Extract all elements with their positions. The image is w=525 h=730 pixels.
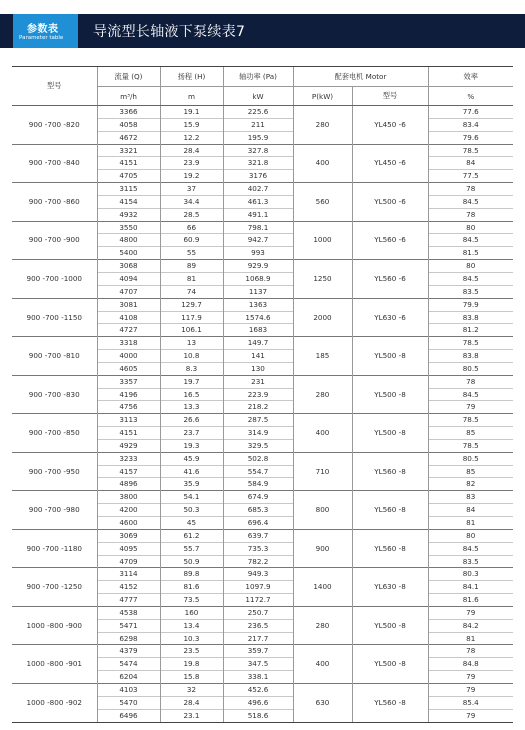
head-cell: 129.7 xyxy=(160,298,223,311)
head-cell: 19.7 xyxy=(160,375,223,388)
efficiency-cell: 78.5 xyxy=(428,144,513,157)
efficiency-cell: 84.5 xyxy=(428,234,513,247)
flow-cell: 4538 xyxy=(97,606,160,619)
motor-power-cell: 2000 xyxy=(293,298,352,337)
flow-cell: 3321 xyxy=(97,144,160,157)
flow-cell: 6204 xyxy=(97,671,160,684)
motor-power-cell: 1400 xyxy=(293,568,352,607)
unit-power: kW xyxy=(223,87,293,106)
power-cell: 231 xyxy=(223,375,293,388)
efficiency-cell: 79.9 xyxy=(428,298,513,311)
power-cell: 518.6 xyxy=(223,709,293,722)
parameter-table-badge xyxy=(13,14,78,48)
table-row xyxy=(12,414,513,427)
head-cell: 81 xyxy=(160,272,223,285)
power-cell: 942.7 xyxy=(223,234,293,247)
head-cell: 117.9 xyxy=(160,311,223,324)
head-cell: 28.4 xyxy=(160,144,223,157)
power-cell: 1068.9 xyxy=(223,272,293,285)
motor-model-cell: YL500 -8 xyxy=(352,414,428,453)
power-cell: 250.7 xyxy=(223,606,293,619)
flow-cell: 4094 xyxy=(97,272,160,285)
head-cell: 26.6 xyxy=(160,414,223,427)
efficiency-cell: 83.8 xyxy=(428,311,513,324)
efficiency-cell: 84.5 xyxy=(428,272,513,285)
head-cell: 23.7 xyxy=(160,427,223,440)
efficiency-cell: 83 xyxy=(428,491,513,504)
motor-power-cell: 1250 xyxy=(293,260,352,299)
power-cell: 217.7 xyxy=(223,632,293,645)
power-cell: 1574.6 xyxy=(223,311,293,324)
efficiency-cell: 81 xyxy=(428,632,513,645)
flow-cell: 3550 xyxy=(97,221,160,234)
unit-flow: m³/h xyxy=(97,87,160,106)
motor-power-cell: 280 xyxy=(293,106,352,145)
flow-cell: 4058 xyxy=(97,118,160,131)
power-cell: 195.9 xyxy=(223,131,293,144)
head-cell: 45.9 xyxy=(160,452,223,465)
flow-cell: 3068 xyxy=(97,260,160,273)
table-row xyxy=(12,260,513,273)
table-row xyxy=(12,221,513,234)
power-cell: 949.3 xyxy=(223,568,293,581)
head-cell: 23.9 xyxy=(160,157,223,170)
efficiency-cell: 85 xyxy=(428,465,513,478)
efficiency-cell: 79 xyxy=(428,683,513,696)
motor-model-cell: YL560 -6 xyxy=(352,260,428,299)
badge-label-cn: 参数表 xyxy=(27,24,59,35)
head-cell: 50.3 xyxy=(160,504,223,517)
flow-cell: 4929 xyxy=(97,439,160,452)
head-cell: 15.8 xyxy=(160,671,223,684)
table-row xyxy=(12,645,513,658)
head-cell: 13.4 xyxy=(160,619,223,632)
efficiency-cell: 80.3 xyxy=(428,568,513,581)
table-row xyxy=(12,491,513,504)
header-motor: 配套电机 Motor xyxy=(293,67,428,87)
head-cell: 160 xyxy=(160,606,223,619)
flow-cell: 4108 xyxy=(97,311,160,324)
motor-power-cell: 400 xyxy=(293,645,352,684)
head-cell: 45 xyxy=(160,517,223,530)
efficiency-cell: 84.5 xyxy=(428,542,513,555)
head-cell: 10.8 xyxy=(160,350,223,363)
flow-cell: 4777 xyxy=(97,594,160,607)
flow-cell: 4200 xyxy=(97,504,160,517)
flow-cell: 4000 xyxy=(97,350,160,363)
flow-cell: 3318 xyxy=(97,337,160,350)
flow-cell: 4672 xyxy=(97,131,160,144)
head-cell: 34.4 xyxy=(160,195,223,208)
efficiency-cell: 78 xyxy=(428,208,513,221)
model-cell: 900 -700 -1150 xyxy=(12,298,97,337)
model-cell: 900 -700 -1000 xyxy=(12,260,97,299)
table-row xyxy=(12,375,513,388)
table-row xyxy=(12,298,513,311)
power-cell: 314.9 xyxy=(223,427,293,440)
flow-cell: 3081 xyxy=(97,298,160,311)
power-cell: 1172.7 xyxy=(223,594,293,607)
efficiency-cell: 80 xyxy=(428,221,513,234)
head-cell: 13.3 xyxy=(160,401,223,414)
head-cell: 15.9 xyxy=(160,118,223,131)
power-cell: 329.5 xyxy=(223,439,293,452)
head-cell: 12.2 xyxy=(160,131,223,144)
power-cell: 327.8 xyxy=(223,144,293,157)
efficiency-cell: 83.4 xyxy=(428,118,513,131)
table-row xyxy=(12,144,513,157)
page-header xyxy=(0,14,525,48)
motor-power-cell: 900 xyxy=(293,529,352,568)
flow-cell: 4605 xyxy=(97,362,160,375)
unit-head: m xyxy=(160,87,223,106)
table-row xyxy=(12,529,513,542)
efficiency-cell: 84.5 xyxy=(428,195,513,208)
power-cell: 287.5 xyxy=(223,414,293,427)
head-cell: 73.5 xyxy=(160,594,223,607)
flow-cell: 4196 xyxy=(97,388,160,401)
head-cell: 19.3 xyxy=(160,439,223,452)
model-cell: 900 -700 -850 xyxy=(12,414,97,453)
header-motor-power: P(kW) xyxy=(293,87,352,106)
efficiency-cell: 79 xyxy=(428,401,513,414)
head-cell: 10.3 xyxy=(160,632,223,645)
efficiency-cell: 84.8 xyxy=(428,658,513,671)
model-cell: 900 -700 -1180 xyxy=(12,529,97,568)
model-cell: 900 -700 -1250 xyxy=(12,568,97,607)
power-cell: 782.2 xyxy=(223,555,293,568)
efficiency-cell: 84.2 xyxy=(428,619,513,632)
head-cell: 13 xyxy=(160,337,223,350)
power-cell: 554.7 xyxy=(223,465,293,478)
motor-power-cell: 1000 xyxy=(293,221,352,260)
efficiency-cell: 81.6 xyxy=(428,594,513,607)
efficiency-cell: 85 xyxy=(428,427,513,440)
efficiency-cell: 78 xyxy=(428,375,513,388)
efficiency-cell: 77.5 xyxy=(428,170,513,183)
efficiency-cell: 78 xyxy=(428,645,513,658)
flow-cell: 3113 xyxy=(97,414,160,427)
flow-cell: 4151 xyxy=(97,157,160,170)
power-cell: 798.1 xyxy=(223,221,293,234)
motor-model-cell: YL560 -8 xyxy=(352,491,428,530)
power-cell: 225.6 xyxy=(223,106,293,119)
flow-cell: 5471 xyxy=(97,619,160,632)
power-cell: 141 xyxy=(223,350,293,363)
power-cell: 502.8 xyxy=(223,452,293,465)
efficiency-cell: 78.5 xyxy=(428,337,513,350)
power-cell: 929.9 xyxy=(223,260,293,273)
efficiency-cell: 79 xyxy=(428,709,513,722)
power-cell: 347.5 xyxy=(223,658,293,671)
flow-cell: 5470 xyxy=(97,696,160,709)
flow-cell: 4800 xyxy=(97,234,160,247)
power-cell: 359.7 xyxy=(223,645,293,658)
efficiency-cell: 81.5 xyxy=(428,247,513,260)
power-cell: 584.9 xyxy=(223,478,293,491)
model-cell: 1000 -800 -900 xyxy=(12,606,97,645)
head-cell: 28.5 xyxy=(160,208,223,221)
head-cell: 60.9 xyxy=(160,234,223,247)
flow-cell: 3069 xyxy=(97,529,160,542)
power-cell: 1363 xyxy=(223,298,293,311)
header-shaft-power: 轴功率 (Pa) xyxy=(223,67,293,87)
model-cell: 900 -700 -980 xyxy=(12,491,97,530)
flow-cell: 4379 xyxy=(97,645,160,658)
head-cell: 23.5 xyxy=(160,645,223,658)
power-cell: 491.1 xyxy=(223,208,293,221)
head-cell: 16.5 xyxy=(160,388,223,401)
motor-model-cell: YL500 -6 xyxy=(352,183,428,222)
power-cell: 1683 xyxy=(223,324,293,337)
flow-cell: 4157 xyxy=(97,465,160,478)
power-cell: 338.1 xyxy=(223,671,293,684)
power-cell: 696.4 xyxy=(223,517,293,530)
table-row xyxy=(12,337,513,350)
motor-power-cell: 560 xyxy=(293,183,352,222)
power-cell: 685.3 xyxy=(223,504,293,517)
power-cell: 211 xyxy=(223,118,293,131)
power-cell: 218.2 xyxy=(223,401,293,414)
header-model: 型号 xyxy=(12,67,97,106)
table-row xyxy=(12,606,513,619)
flow-cell: 6496 xyxy=(97,709,160,722)
flow-cell: 3115 xyxy=(97,183,160,196)
motor-power-cell: 185 xyxy=(293,337,352,376)
badge-label-en: Parameter table xyxy=(19,35,64,41)
motor-model-cell: YL500 -8 xyxy=(352,375,428,414)
power-cell: 993 xyxy=(223,247,293,260)
power-cell: 496.6 xyxy=(223,696,293,709)
flow-cell: 3233 xyxy=(97,452,160,465)
head-cell: 19.8 xyxy=(160,658,223,671)
head-cell: 8.3 xyxy=(160,362,223,375)
head-cell: 106.1 xyxy=(160,324,223,337)
head-cell: 35.9 xyxy=(160,478,223,491)
header-flow: 流量 (Q) xyxy=(97,67,160,87)
head-cell: 54.1 xyxy=(160,491,223,504)
motor-model-cell: YL560 -8 xyxy=(352,452,428,491)
power-cell: 3176 xyxy=(223,170,293,183)
flow-cell: 4707 xyxy=(97,285,160,298)
head-cell: 28.4 xyxy=(160,696,223,709)
model-cell: 900 -700 -810 xyxy=(12,337,97,376)
motor-model-cell: YL630 -6 xyxy=(352,298,428,337)
motor-power-cell: 630 xyxy=(293,683,352,722)
motor-model-cell: YL560 -8 xyxy=(352,683,428,722)
efficiency-cell: 80.5 xyxy=(428,452,513,465)
flow-cell: 3366 xyxy=(97,106,160,119)
efficiency-cell: 84 xyxy=(428,504,513,517)
head-cell: 32 xyxy=(160,683,223,696)
flow-cell: 4705 xyxy=(97,170,160,183)
header-efficiency: 效率 xyxy=(428,67,513,87)
flow-cell: 4095 xyxy=(97,542,160,555)
efficiency-cell: 80 xyxy=(428,260,513,273)
model-cell: 900 -700 -860 xyxy=(12,183,97,222)
efficiency-cell: 79 xyxy=(428,606,513,619)
efficiency-cell: 80 xyxy=(428,529,513,542)
efficiency-cell: 79.6 xyxy=(428,131,513,144)
head-cell: 66 xyxy=(160,221,223,234)
model-cell: 900 -700 -830 xyxy=(12,375,97,414)
motor-power-cell: 710 xyxy=(293,452,352,491)
flow-cell: 4152 xyxy=(97,581,160,594)
efficiency-cell: 84.1 xyxy=(428,581,513,594)
head-cell: 37 xyxy=(160,183,223,196)
flow-cell: 4896 xyxy=(97,478,160,491)
motor-power-cell: 280 xyxy=(293,606,352,645)
head-cell: 74 xyxy=(160,285,223,298)
head-cell: 41.6 xyxy=(160,465,223,478)
flow-cell: 6298 xyxy=(97,632,160,645)
power-cell: 321.8 xyxy=(223,157,293,170)
table-row xyxy=(12,568,513,581)
power-cell: 149.7 xyxy=(223,337,293,350)
model-cell: 1000 -800 -902 xyxy=(12,683,97,722)
efficiency-cell: 80.5 xyxy=(428,362,513,375)
head-cell: 23.1 xyxy=(160,709,223,722)
head-cell: 55 xyxy=(160,247,223,260)
head-cell: 19.1 xyxy=(160,106,223,119)
flow-cell: 4932 xyxy=(97,208,160,221)
efficiency-cell: 84 xyxy=(428,157,513,170)
efficiency-cell: 83.5 xyxy=(428,555,513,568)
head-cell: 81.6 xyxy=(160,581,223,594)
head-cell: 89 xyxy=(160,260,223,273)
efficiency-cell: 84.5 xyxy=(428,388,513,401)
table-row xyxy=(12,183,513,196)
efficiency-cell: 83.5 xyxy=(428,285,513,298)
motor-model-cell: YL500 -8 xyxy=(352,645,428,684)
power-cell: 1097.9 xyxy=(223,581,293,594)
motor-power-cell: 400 xyxy=(293,414,352,453)
table-row xyxy=(12,106,513,119)
flow-cell: 4709 xyxy=(97,555,160,568)
head-cell: 50.9 xyxy=(160,555,223,568)
flow-cell: 4151 xyxy=(97,427,160,440)
head-cell: 89.8 xyxy=(160,568,223,581)
model-cell: 900 -700 -820 xyxy=(12,106,97,145)
power-cell: 735.3 xyxy=(223,542,293,555)
model-cell: 1000 -800 -901 xyxy=(12,645,97,684)
efficiency-cell: 77.6 xyxy=(428,106,513,119)
flow-cell: 3114 xyxy=(97,568,160,581)
efficiency-cell: 83.8 xyxy=(428,350,513,363)
motor-model-cell: YL560 -6 xyxy=(352,221,428,260)
head-cell: 55.7 xyxy=(160,542,223,555)
efficiency-cell: 78 xyxy=(428,183,513,196)
efficiency-cell: 78.5 xyxy=(428,439,513,452)
motor-model-cell: YL560 -8 xyxy=(352,529,428,568)
efficiency-cell: 78.5 xyxy=(428,414,513,427)
power-cell: 130 xyxy=(223,362,293,375)
header-motor-model: 型号 xyxy=(352,87,428,106)
model-cell: 900 -700 -840 xyxy=(12,144,97,183)
power-cell: 452.6 xyxy=(223,683,293,696)
head-cell: 61.2 xyxy=(160,529,223,542)
table-row xyxy=(12,452,513,465)
motor-power-cell: 400 xyxy=(293,144,352,183)
motor-model-cell: YL500 -8 xyxy=(352,606,428,645)
spec-table-body xyxy=(12,106,513,723)
flow-cell: 4756 xyxy=(97,401,160,414)
flow-cell: 4103 xyxy=(97,683,160,696)
efficiency-cell: 82 xyxy=(428,478,513,491)
power-cell: 639.7 xyxy=(223,529,293,542)
power-cell: 223.9 xyxy=(223,388,293,401)
efficiency-cell: 81.2 xyxy=(428,324,513,337)
efficiency-cell: 79 xyxy=(428,671,513,684)
motor-model-cell: YL450 -6 xyxy=(352,106,428,145)
head-cell: 19.2 xyxy=(160,170,223,183)
efficiency-cell: 85.4 xyxy=(428,696,513,709)
power-cell: 1137 xyxy=(223,285,293,298)
flow-cell: 4600 xyxy=(97,517,160,530)
motor-power-cell: 800 xyxy=(293,491,352,530)
flow-cell: 5474 xyxy=(97,658,160,671)
page-title: 导流型长轴液下泵续表7 xyxy=(93,24,246,40)
motor-model-cell: YL630 -8 xyxy=(352,568,428,607)
efficiency-cell: 81 xyxy=(428,517,513,530)
flow-cell: 5400 xyxy=(97,247,160,260)
power-cell: 461.3 xyxy=(223,195,293,208)
flow-cell: 3800 xyxy=(97,491,160,504)
pump-spec-table xyxy=(12,66,513,723)
motor-model-cell: YL450 -6 xyxy=(352,144,428,183)
model-cell: 900 -700 -950 xyxy=(12,452,97,491)
power-cell: 674.9 xyxy=(223,491,293,504)
model-cell: 900 -700 -900 xyxy=(12,221,97,260)
unit-efficiency: % xyxy=(428,87,513,106)
header-head: 扬程 (H) xyxy=(160,67,223,87)
flow-cell: 4154 xyxy=(97,195,160,208)
power-cell: 236.5 xyxy=(223,619,293,632)
power-cell: 402.7 xyxy=(223,183,293,196)
motor-model-cell: YL500 -8 xyxy=(352,337,428,376)
motor-power-cell: 280 xyxy=(293,375,352,414)
flow-cell: 4727 xyxy=(97,324,160,337)
flow-cell: 3357 xyxy=(97,375,160,388)
table-row xyxy=(12,683,513,696)
